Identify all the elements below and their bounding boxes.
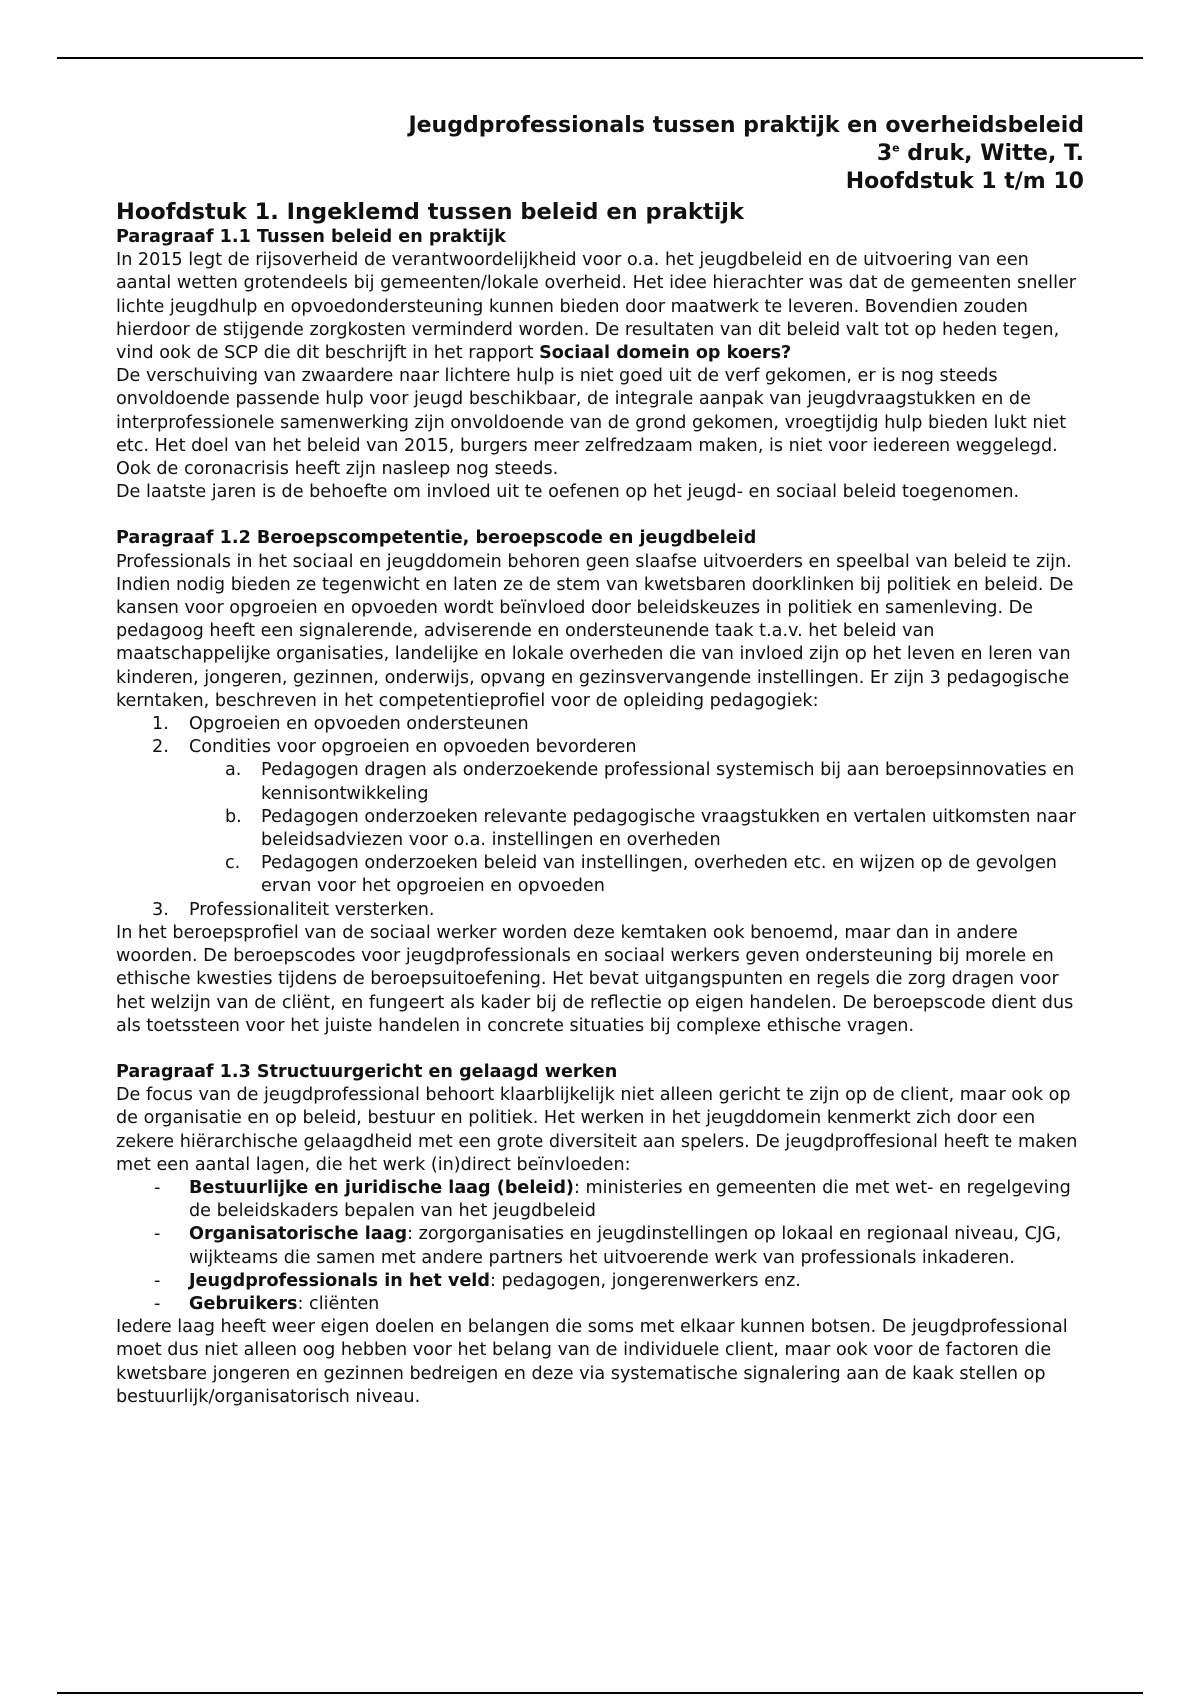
layers-list	[116, 1177, 1084, 1316]
paragraph-1-3-body: Iedere laag heeft weer eigen doelen en belangen die soms met elkaar kunnen botsen. De jeugdprofessional moet dus niet alleen oog hebben voor het belang van de individuele client, maar ook voor de factoren die kwetsbare jongeren en gezinnen bedreigen en deze via systematische signalering aan de kaak stellen op bestuurlijk/organisatorisch niveau.	[116, 1317, 1068, 1407]
section-heading-1-1: Paragraaf 1.1 Tussen beleid en praktijk	[116, 227, 506, 247]
document-header	[116, 112, 1084, 196]
list-item: - Gebruikers: cliënten	[154, 1293, 380, 1314]
edition-line: 3e druk, Witte, T.	[876, 141, 1084, 166]
chapter-title: Hoofdstuk 1. Ingeklemd tussen beleid en praktijk	[116, 199, 744, 225]
paragraph-1-1-intro: In 2015 legt de rijsoverheid de verantwoordelijkheid voor o.a. het jeugdbeleid en de uitvoering van een aantal wetten grotendeels bij gemeenten/lokale overheid. Het idee hierachter was dat de gemeenten sneller lichte jeugdhulp en opvoedondersteuning kunnen bieden door maatwerk te leveren. Bovendien zouden hierdoor de stijgende zorgkosten verminderd worden. De resultaten van dit beleid valt tot op heden tegen, vind ook de SCP die dit beschrijft in het rapport Sociaal domein op koers?	[116, 250, 1077, 364]
list-item: 2. Condities voor opgroeien en opvoeden bevorderen a. Pedagogen dragen als onderzoekende professional systemisch bij aan beroepsinnovaties en kennisontwikkeling b. Pedagogen onderzoeken relevante pedagogische vraagstukken en vertalen uitkomsten naar beleidsadviezen voor o.a. instellingen en overheden c. Pedagogen onderzoeken beleid van instellingen, overheden etc. en wijzen op de gevolgen ervan voor het opgroeien en opvoeden	[116, 736, 1084, 898]
list-item: 1. Opgroeien en opvoeden ondersteunen	[152, 714, 529, 735]
sub-list	[189, 759, 1084, 898]
paragraph-1-1-closing: De laatste jaren is de behoefte om invloed uit te oefenen op het jeugd- en sociaal beleid toegenomen.	[116, 482, 1020, 503]
top-rule	[57, 57, 1143, 59]
sub-list-item: b. Pedagogen onderzoeken relevante pedagogische vraagstukken en vertalen uitkomsten naar beleidsadviezen voor o.a. instellingen en overheden	[225, 806, 1076, 851]
section-heading-1-2: Paragraaf 1.2 Beroepscompetentie, beroepscode en jeugdbeleid	[116, 528, 757, 549]
paragraph-1-3-intro: De focus van de jeugdprofessional behoort klaarblijkelijk niet alleen gericht te zijn op de client, maar ook op de organisatie en op beleid, bestuur en politiek. Het werken in het jeugddomein kenmerkt zich door een zekere hiërarchische gelaagdheid met een grote diversiteit aan spelers. De jeugdproffesional heeft te maken met een aantal lagen, die het werk (in)direct beïnvloeden:	[116, 1085, 1078, 1175]
list-item: 3. Professionaliteit versterken.	[152, 899, 435, 920]
paragraph-1-1-body: De verschuiving van zwaardere naar lichtere hulp is niet goed uit de verf gekomen, er is nog steeds onvoldoende passende hulp voor jeugd beschikbaar, de integrale aanpak van jeugdvraagstukken en de interprofessionele samenwerking zijn onvoldoende van de grond gekomen, vroegtijdig hulp bieden lukt niet etc. Het doel van het beleid van 2015, burgers meer zelfredzaam maken, is niet voor iedereen weggelegd. Ook de coronacrisis heeft zijn nasleep nog steeds.	[116, 366, 1067, 480]
sub-list-item: a. Pedagogen dragen als onderzoekende professional systemisch bij aan beroepsinnovaties en kennisontwikkeling	[225, 760, 1075, 804]
document-body	[116, 112, 1084, 1409]
core-tasks-list	[116, 713, 1084, 922]
report-title: Sociaal domein op koers?	[539, 343, 792, 364]
book-title: Jeugdprofessionals tussen praktijk en overheidsbeleid	[408, 113, 1084, 138]
chapter-range: Hoofdstuk 1 t/m 10	[845, 169, 1084, 194]
list-item: - Bestuurlijke en juridische laag (beleid): ministeries en gemeenten die met wet- en regelgeving de beleidskaders bepalen van het jeugdbeleid	[154, 1177, 1071, 1222]
list-item: - Organisatorische laag: zorgorganisaties en jeugdinstellingen op lokaal en regionaal niveau, CJG, wijkteams die samen met andere partners het uitvoerende werk van professionals inkaderen.	[154, 1224, 1062, 1268]
section-heading-1-3: Paragraaf 1.3 Structuurgericht en gelaagd werken	[116, 1061, 618, 1082]
paragraph-1-2-body: In het beroepsprofiel van de sociaal werker worden deze kemtaken ook benoemd, maar dan in andere woorden. De beroepscodes voor jeugdprofessionals en sociaal werkers geven ondersteuning bij morele en ethische kwesties tijdens de beroepsuitoefening. Het bevat uitgangspunten en regels die zorg dragen voor het welzijn van de cliënt, en fungeert als kader bij de reflectie op eigen handelen. De beroepscode dient dus als toetssteen voor het juiste handelen in concrete situaties bij complexe ethische vragen.	[116, 922, 1074, 1036]
list-item: - Jeugdprofessionals in het veld: pedagogen, jongerenwerkers enz.	[154, 1270, 801, 1291]
paragraph-1-2-intro: Professionals in het sociaal en jeugddomein behoren geen slaafse uitvoerders en speelbal van beleid te zijn. Indien nodig bieden ze tegenwicht en laten ze de stem van kwetsbaren doorklinken bij politiek en beleid. De kansen voor opgroeien en opvoeden wordt beïnvloed door beleidskeuzes in politiek en samenleving. De pedagoog heeft een signalerende, adviserende en ondersteunende taak t.a.v. het beleid van maatschappelijke organisaties, landelijke en lokale overheden die van invloed zijn op het leven en leren van kinderen, jongeren, gezinnen, onderwijs, opvang en gezinsvervangende instellingen. Er zijn 3 pedagogische kerntaken, beschreven in het competentieprofiel voor de opleiding pedagogiek:	[116, 551, 1074, 711]
bottom-rule	[57, 1692, 1143, 1694]
sub-list-item: c. Pedagogen onderzoeken beleid van instellingen, overheden etc. en wijzen op de gevolgen ervan voor het opgroeien en opvoeden	[225, 853, 1057, 897]
